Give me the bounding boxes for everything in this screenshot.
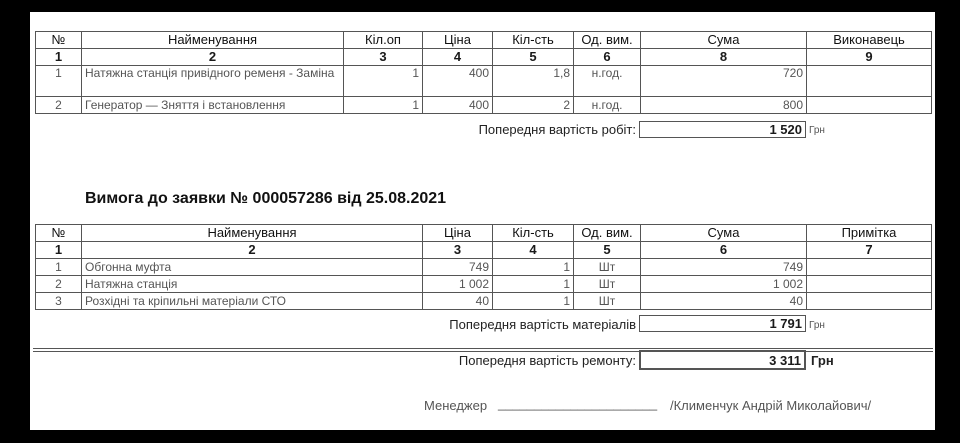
col-index: 4 xyxy=(423,49,493,66)
col-header: № xyxy=(36,32,82,49)
col-index: 2 xyxy=(82,242,423,259)
col-index: 1 xyxy=(36,49,82,66)
material-name: Розхідні та кріпильні матеріали СТО xyxy=(82,293,423,310)
col-header: Од. вим. xyxy=(574,225,641,242)
material-qty: 1 xyxy=(493,276,574,293)
col-index: 5 xyxy=(574,242,641,259)
work-sum: 800 xyxy=(641,97,807,114)
material-name: Натяжна станція xyxy=(82,276,423,293)
repair-total-unit: Грн xyxy=(811,353,834,368)
manager-signature-line: ______________________ xyxy=(498,396,658,411)
requirement-title: Вимога до заявки № 000057286 від 25.08.2021 xyxy=(85,190,447,207)
material-price: 40 xyxy=(423,293,493,310)
table-row xyxy=(36,276,932,293)
materials-table xyxy=(35,224,932,310)
material-unit: Шт xyxy=(574,293,641,310)
col-index: 5 xyxy=(493,49,574,66)
table-row xyxy=(36,259,932,276)
work-qty: 2 xyxy=(493,97,574,114)
row-number: 1 xyxy=(36,259,82,276)
row-number: 3 xyxy=(36,293,82,310)
work-price: 400 xyxy=(423,97,493,114)
row-number: 2 xyxy=(36,97,82,114)
materials-total-value: 1 791 xyxy=(639,315,806,332)
col-header: Кіл-сть xyxy=(493,32,574,49)
material-price: 749 xyxy=(423,259,493,276)
material-note xyxy=(807,276,932,293)
manager-name: /Клименчук Андрій Миколайович/ xyxy=(670,398,872,413)
table-row xyxy=(36,97,932,114)
materials-total-unit: Грн xyxy=(809,320,825,331)
works-header-row xyxy=(36,32,932,49)
materials-header-row xyxy=(36,225,932,242)
materials-total-label: Попередня вартість матеріалів xyxy=(449,317,636,332)
col-index: 3 xyxy=(344,49,423,66)
work-name: Натяжна станція привідного ременя - Заміна xyxy=(82,66,344,97)
col-index: 1 xyxy=(36,242,82,259)
work-ops: 1 xyxy=(344,66,423,97)
row-number: 1 xyxy=(36,66,82,97)
work-unit: н.год. xyxy=(574,97,641,114)
document-page xyxy=(30,12,935,430)
work-sum: 720 xyxy=(641,66,807,97)
col-index: 3 xyxy=(423,242,493,259)
col-index: 4 xyxy=(493,242,574,259)
col-header: Найменування xyxy=(82,225,423,242)
material-name: Обгонна муфта xyxy=(82,259,423,276)
manager-label: Менеджер xyxy=(424,398,488,413)
material-note xyxy=(807,259,932,276)
repair-total-value: 3 311 xyxy=(639,350,806,370)
material-qty: 1 xyxy=(493,259,574,276)
material-note xyxy=(807,293,932,310)
material-sum: 1 002 xyxy=(641,276,807,293)
col-header: Сума xyxy=(641,32,807,49)
material-sum: 749 xyxy=(641,259,807,276)
material-unit: Шт xyxy=(574,259,641,276)
col-index: 8 xyxy=(641,49,807,66)
col-header: № xyxy=(36,225,82,242)
work-executor xyxy=(807,66,932,97)
divider-line xyxy=(33,348,933,349)
col-index: 7 xyxy=(807,242,932,259)
repair-total-label: Попередня вартість ремонту: xyxy=(458,353,636,368)
table-row xyxy=(36,293,932,310)
col-header: Кіл-сть xyxy=(493,225,574,242)
work-executor xyxy=(807,97,932,114)
works-table xyxy=(35,31,932,114)
col-header: Найменування xyxy=(82,32,344,49)
row-number: 2 xyxy=(36,276,82,293)
work-price: 400 xyxy=(423,66,493,97)
work-qty: 1,8 xyxy=(493,66,574,97)
material-price: 1 002 xyxy=(423,276,493,293)
col-header: Од. вим. xyxy=(574,32,641,49)
col-index: 6 xyxy=(574,49,641,66)
col-header: Кіл.оп xyxy=(344,32,423,49)
col-header: Сума xyxy=(641,225,807,242)
work-ops: 1 xyxy=(344,97,423,114)
col-index: 9 xyxy=(807,49,932,66)
col-header: Виконавець xyxy=(807,32,932,49)
col-header: Ціна xyxy=(423,32,493,49)
material-sum: 40 xyxy=(641,293,807,310)
works-total-label: Попередня вартість робіт: xyxy=(478,122,636,137)
works-index-row xyxy=(36,49,932,66)
material-qty: 1 xyxy=(493,293,574,310)
works-total-value: 1 520 xyxy=(639,121,806,138)
col-index: 2 xyxy=(82,49,344,66)
work-unit: н.год. xyxy=(574,66,641,97)
works-total-unit: Грн xyxy=(809,125,825,136)
col-index: 6 xyxy=(641,242,807,259)
materials-index-row xyxy=(36,242,932,259)
work-name: Генератор — Зняття і встановлення xyxy=(82,97,344,114)
col-header: Ціна xyxy=(423,225,493,242)
material-unit: Шт xyxy=(574,276,641,293)
col-header: Примітка xyxy=(807,225,932,242)
table-row xyxy=(36,66,932,97)
